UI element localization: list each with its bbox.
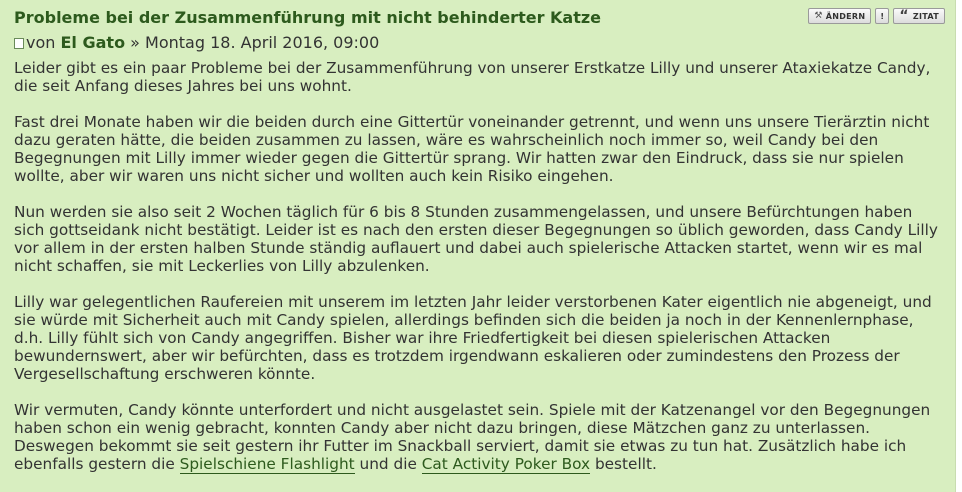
post-paragraph: Lilly war gelegentlichen Raufereien mit unserem im letzten Jahr leider verstorbenen Kater eigentlich nie abgeneigt, und sie würde mit Sicherheit auch mit Candy spielen, allerdings befinden sich die beiden ja noch in der Kennenlernphase, d.h. Lilly fühlt sich von Candy angegriffen. Bisher war ihre Friedfertigkeit bei diesen spielerischen Attacken bewundernswert, aber wir befürchten, dass es trotzdem irgendwann eskalieren oder zumindestens den Prozess der Vergesellschaftung erschweren könnte. [14,293,932,383]
product-link-poker-box[interactable]: Cat Activity Poker Box [421,455,591,473]
by-prefix: von [26,33,56,52]
paragraph-text: bestellt. [590,455,657,473]
post-icon[interactable] [14,38,24,49]
post-date: Montag 18. April 2016, 09:00 [145,33,380,52]
quote-button-label: ZITAT [912,11,939,21]
post-author-line [14,31,947,55]
wrench-icon: ⚒ [814,11,823,21]
post-paragraph: Fast drei Monate haben wir die beiden durch eine Gittertür voneinander getrennt, und wenn uns unsere Tierärztin nicht dazu geraten hätte, die beiden zusammen zu lassen, wäre es wahrscheinlich noch immer so, weil Candy bei den Begegnungen mit Lilly immer wieder gegen die Gittertür sprang. Wir hatten zwar den Eindruck, dass sie nur spielen wollte, aber wir waren uns nicht sicher und wollten auch kein Risiko eingehen. [14,113,930,185]
post-content [14,59,947,473]
product-link-flashlight[interactable]: Spielschiene Flashlight [179,455,355,473]
post-title[interactable]: Probleme bei der Zusammenführung mit nicht behinderter Katze [14,8,602,27]
edit-button[interactable] [808,8,871,24]
quote-icon: “ [899,8,909,24]
edit-button-label: ÄNDERN [825,11,866,21]
post-paragraph: Leider gibt es ein paar Probleme bei der Zusammenführung von unserer Erstkatze Lilly und unserer Ataxiekatze Candy, die seit Anfang dieses Jahres bei uns wohnt. [14,59,931,95]
post-paragraph: Nun werden sie also seit 2 Wochen täglich für 6 bis 8 Stunden zusammengelassen, und unsere Befürchtungen haben sich gottseidank nicht bestätigt. Leider ist es nach den ersten dieser Begegnungen so üblich geworden, dass Candy Lilly vor allem in der ersten halben Stunde ständig auflauert und dabei auch spielerische Attacken startet, wenn wir es mal nicht schaffen, sie mit Leckerlies von Lilly abzulenken. [14,203,938,275]
post-buttons [808,8,945,24]
date-separator: » [130,33,140,52]
quote-button[interactable] [893,8,945,24]
author-name[interactable]: El Gato [60,33,126,52]
post-paragraph [14,401,947,473]
report-button-label: ! [880,11,885,21]
paragraph-text: Wir vermuten, Candy könnte unterfordert und nicht ausgelastet sein. Spiele mit der Katzenangel vor den Begegnungen haben schon ein wenig gebracht, konnten Candy aber nicht dazu bringen, diese Mätzchen ganz zu unterlassen. Deswegen bekommt sie seit gestern ihr Futter im Snackball serviert, damit sie etwas zu tun hat. Zusätzlich habe ich ebenfalls gestern die [14,401,931,473]
paragraph-text: und die [354,455,422,473]
report-button[interactable] [875,8,889,24]
